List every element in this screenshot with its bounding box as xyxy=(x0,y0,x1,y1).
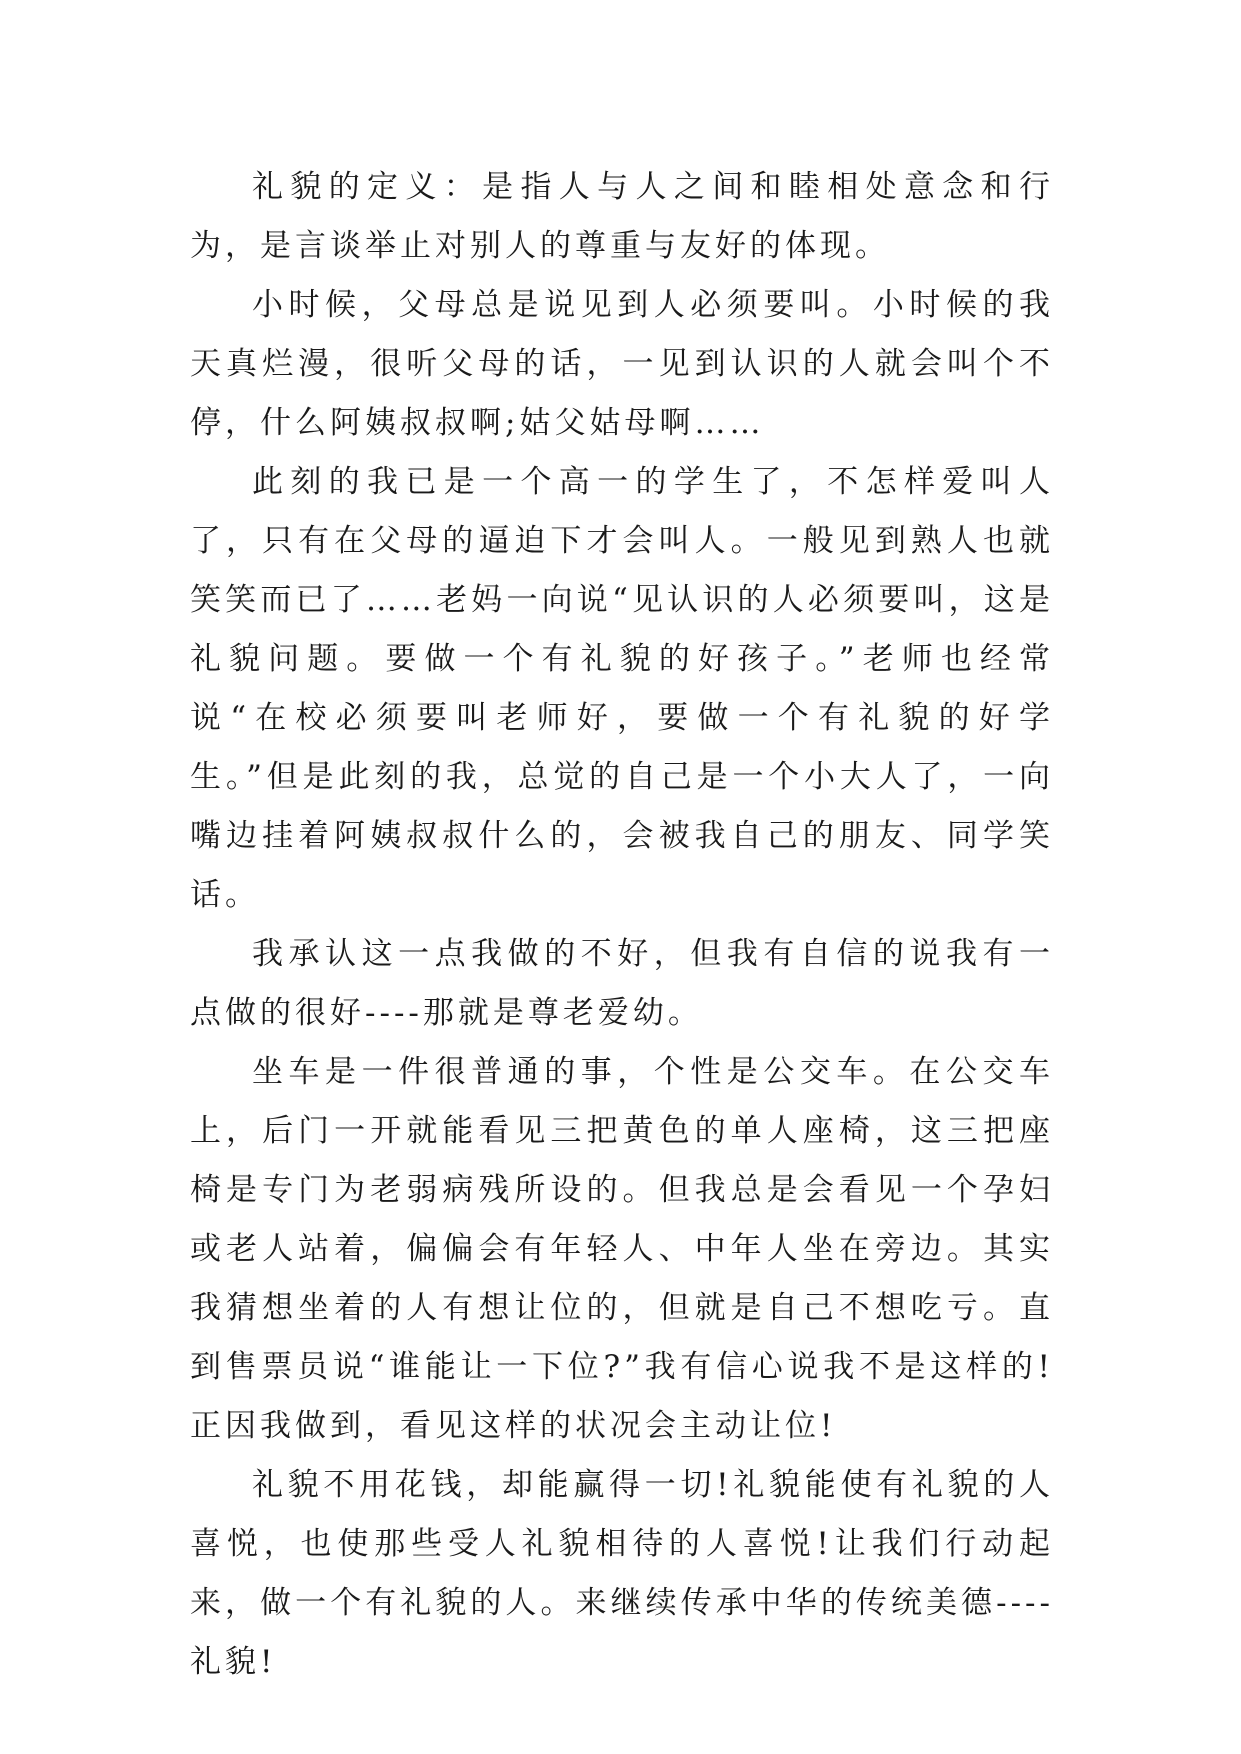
paragraph-respect: 我承认这一点我做的不好，但我有自信的说我有一点做的很好----那就是尊老爱幼。 xyxy=(190,936,1054,1031)
paragraph-definition: 礼貌的定义：是指人与人之间和睦相处意念和行为，是言谈举止对别人的尊重与友好的体现。 xyxy=(190,169,1054,264)
paragraph-bus: 坐车是一件很普通的事，个性是公交车。在公交车上，后门一开就能看见三把黄色的单人座椅，这三把座椅是专门为老弱病残所设的。但我总是会看见一个孕妇或老人站着，偏偏会有年轻人、中年人坐在旁边。其实我猜想坐着的人有想让位的，但就是自己不想吃亏。直到售票员说“谁能让一下位?”我有信心说我不是这样的!正因我做到，看见这样的状况会主动让位! xyxy=(190,1054,1054,1444)
document-body xyxy=(190,158,1054,1692)
paragraph-conclusion: 礼貌不用花钱，却能赢得一切!礼貌能使有礼貌的人喜悦，也使那些受人礼貌相待的人喜悦!让我们行动起来，做一个有礼貌的人。来继续传承中华的传统美德----礼貌! xyxy=(190,1467,1054,1680)
paragraph-childhood: 小时候，父母总是说见到人必须要叫。小时候的我天真烂漫，很听父母的话，一见到认识的人就会叫个不停，什么阿姨叔叔啊;姑父姑母啊…… xyxy=(190,287,1054,441)
paragraph-now: 此刻的我已是一个高一的学生了，不怎样爱叫人了，只有在父母的逼迫下才会叫人。一般见到熟人也就笑笑而已了……老妈一向说“见认识的人必须要叫，这是礼貌问题。要做一个有礼貌的好孩子。”老师也经常说“在校必须要叫老师好，要做一个有礼貌的好学生。”但是此刻的我，总觉的自己是一个小大人了，一向嘴边挂着阿姨叔叔什么的，会被我自己的朋友、同学笑话。 xyxy=(190,464,1054,913)
